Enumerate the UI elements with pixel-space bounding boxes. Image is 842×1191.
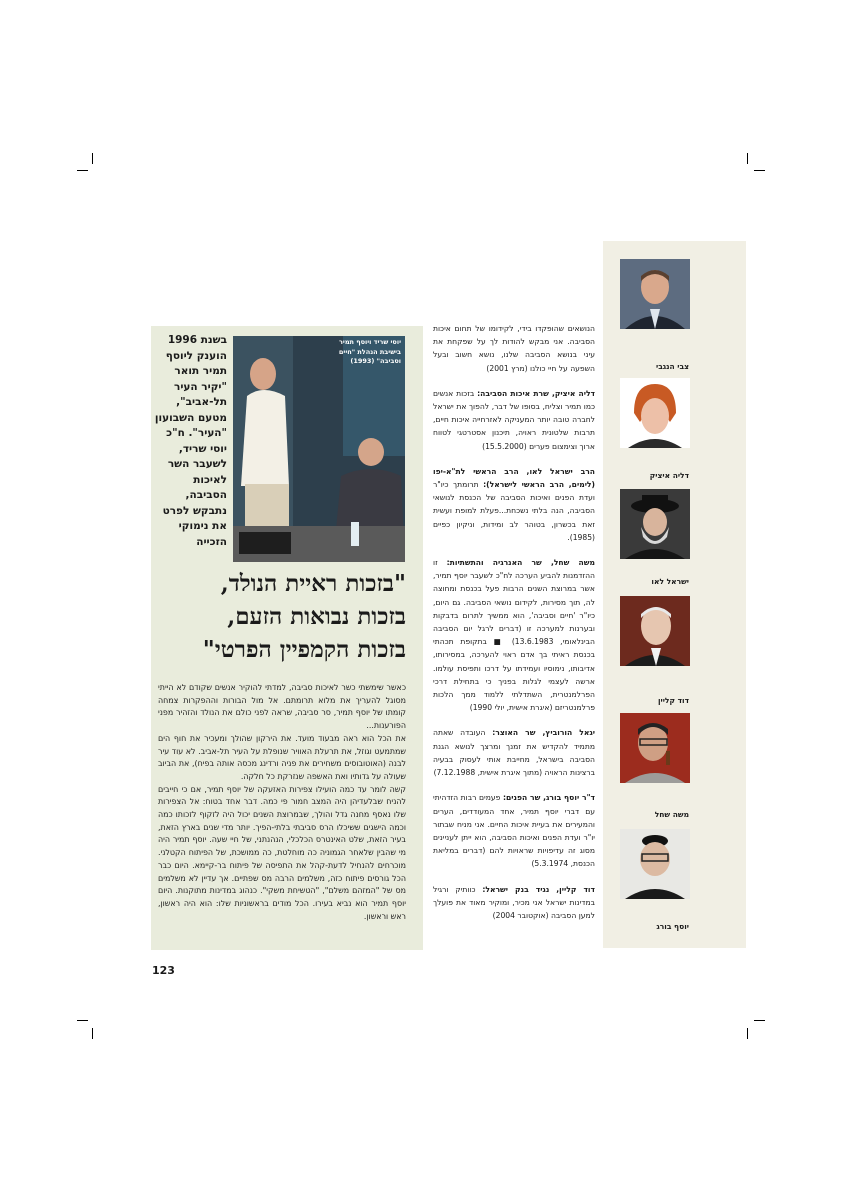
quote-paragraph bbox=[433, 322, 595, 375]
person-name: יוסף בורג bbox=[656, 922, 689, 931]
portrait-photo bbox=[620, 378, 690, 448]
crop-mark bbox=[77, 1020, 88, 1021]
person-name: דליה איציק bbox=[649, 471, 689, 480]
quote-text: תרומתך כיו"ר ועדת הפנים ואיכות הסביבה של הכנסת לנושאי הסביבה, הנה בלתי נשכחת...פעלת למופת ועשית זאת בכשרון, בטוהר לב ומידות, וניקיון כפיים (1985). bbox=[433, 480, 595, 542]
headline-line: "בזכות ראיית הנולד, bbox=[220, 570, 406, 597]
quote-speaker: דוד קליין, נגיד בנק ישראל: bbox=[482, 884, 595, 894]
crop-mark bbox=[92, 1028, 93, 1039]
person-name: דוד קליין bbox=[657, 696, 689, 705]
portrait-photo bbox=[620, 713, 690, 783]
page-number: 123 bbox=[152, 964, 175, 977]
quote-text: כוותיק ורגיל במדינות ישראל אני מכיר, ומוקיר מאוד את פועלך למען הסביבה (אוקטובר 2004) bbox=[433, 884, 595, 920]
quote-paragraph bbox=[433, 883, 595, 923]
quote-speaker: ד"ר יוסף בורג, שר הפנים: bbox=[502, 793, 595, 803]
body-paragraph: את הכל הוא ראה מבעוד מועד. את הירקון שהולך ומעכיר את חוף הים שמתמעט וגוזל, את תרעלת האוויר שנופלת על העיר תל-אביב. לא עוד עיר לבנה (האוטובוסים משחירים את פניה ורדינג מכסה אותה בפיח), את הביוב שעולה על גדותיו ואת האשפה שנזרקת כל חלקה. bbox=[158, 733, 406, 781]
quote-speaker: יגאל הורוביץ, שר האוצר: bbox=[492, 728, 595, 738]
portrait-photo bbox=[620, 259, 690, 329]
quote-text: הנושאים שהופקדו בידי, לקידומו של תחום איכות הסביבה. אני מבקש להודות לך על שפקחת את עיני בנושא הסביבה שלנו, נושא חשוב ובעל השפעה על חיי כולנו (מרץ 2001) bbox=[433, 324, 595, 373]
quote-speaker: משה שחל, שר האנרגיה והתשתיות: bbox=[446, 558, 595, 568]
quote-text: העובדה שאתה מתמיד להקדיש את זמנך ומרצך לנושא הגנת הסביבה בישראל, מחייבת אותי לעסוק בבעיה ברצינות הראויה (מתוך איגרת אישית, 7.12.1988) bbox=[433, 728, 595, 778]
body-paragraph: כאשר שימשתי כשר לאיכות סביבה, למדתי להוקיר אנשים שקודם לא הייתי מסוגל להעריך את מלוא תרומתם. אל מול הבורות וההפקרות צמחה קומתו של יוסף תמיר, סר סביבה, שראה לפני כולם את הנולד והזהיר מפני הפורענות... bbox=[158, 683, 406, 731]
quote-speaker: הרב ישראל לאו, הרב הראשי לת"א-יפו (לימים, הרב הראשי לישראל): bbox=[433, 466, 595, 490]
headline-line: בזכות נבואות הזעם, bbox=[227, 603, 406, 630]
person-name: ישראל לאו bbox=[651, 577, 689, 586]
crop-mark bbox=[754, 1020, 765, 1021]
portrait-photo bbox=[620, 829, 690, 899]
quote-text: זו ההזדמנות להביע הערכה לח"כ לשעבר יוסף תמיר, אשר במרוצת השנים הרבות פעל בכנסת ומחוצה לה, תוך מסירות, לקידום נושאי הסביבה. גם היום, כיו"ר 'חיים וסביבה', הוא ממשיך לתרום בדבקות ובערנות למערכה זו (דברים לרגל יום הסביבה הבינלאומי, 13.6.1983) ■ בתקופת תכהתי בכנסת ראיתי בך אדם ראוי להערכה, במסירותו, אדיבותו, נימוסיו ועמידתו על דרכו ותפיסת עולמו. ארשה לעצמי לגלות בפניך כי בתחילת דרכי הפרלמנטרית, השתדלתי ללמוד ממך הלכות פרלמנטריזם (איגרת אישית, יולי 1990) bbox=[433, 558, 595, 713]
crop-mark bbox=[77, 170, 88, 171]
crop-mark bbox=[747, 153, 748, 164]
crop-mark bbox=[747, 1028, 748, 1039]
article-body bbox=[158, 682, 406, 923]
person-name: משה שחל bbox=[654, 810, 689, 819]
photo-caption: יוסי שריד ויוסף תמיר בישיבת הנהלת "חיים וסביבה" (1993) bbox=[338, 338, 401, 365]
headline-line: בזכות הקמפיין הפרטי" bbox=[202, 636, 406, 663]
quote-paragraph bbox=[433, 726, 595, 779]
quote-paragraph bbox=[433, 465, 595, 544]
meeting-photo bbox=[233, 336, 405, 562]
quotes-column bbox=[433, 322, 595, 934]
quote-paragraph bbox=[433, 556, 595, 714]
body-paragraph: קשה לומר עד כמה הועילו צפירות האזעקה של יוסף תמיר, אם כי חייבים להניח שבלעדיהן היה המצב חמור פי כמה. דבר אחד בטוח: אל הצפירות שלו נאסף מחנה גדל והולך, שבמרוצת השנים יכול היה לזקוף לזכותו כמה וכמה הישגים ששיכלו הרס סביבתי בלתי-הפיך. יותר מדי שנים בארץ הזאת, בעיר הזאת, שלט האינטרס הכלכלי, הנהנתני, של חיי שעה. יוסף תמיר היה מי שהבין שלאחר הגמוניה כה מוחלטת, כה ממושכת, של הפיתוח הקטלני. מוכרחים להנחיל לדעת-קהל את התפיסה של פיתוח בר-קיימא. היום כבר הכל גורסים פיתוח כזה, משלמים הרבה מס שפתיים. אך עדיין לא משלמים מס של "המזהם משלם", "הטשיחת משקי". כנהוג במדינות מתוקנות. היום יוסף תמיר הוא נביא בעירו. הכל מודים בראשוניות שלו: הוא היה ראשון, ראש וראשון. bbox=[158, 784, 406, 921]
quote-text: בזכות אנשים כמו תמיר וצליח, בסופו של דבר, להפוך את ישראל לחברה טובה יותר המעניקה לאזרחייה איכות חיים, תרבות שלטונית ראויה, תיכנון אסטרטגי לטווח ארוך וצימצום פערים (15.5.2000) bbox=[433, 388, 595, 451]
person-name: צבי הנגבי bbox=[656, 362, 689, 371]
crop-mark bbox=[92, 153, 93, 164]
quote-paragraph bbox=[433, 791, 595, 870]
quote-speaker: דליה איציק, שרת איכות הסביבה: bbox=[477, 388, 596, 398]
sidebar-note: בשנת 1996 הוענק ליוסף תמיר תואר "יקיר העיר תל-אביב", מטעם השבועון "העיר". ח"כ יוסי שריד, לשעבר השר לאיכות הסביבה, נתבקש לפרט את נימוקי הזכייה bbox=[154, 334, 227, 548]
quote-paragraph bbox=[433, 387, 595, 453]
crop-mark bbox=[754, 170, 765, 171]
quote-text: פעמים רבות הזדהיתי עם דברי יוסף תמיר, אחד המעודדים, הערים והמעירים את בעיית איכות החיים. אני מניח שבתור יו"ר ועדת הפנים ואיכות הסביבה, הוא ייתן לעניינים מסוג זה עדיפויות שראויות להם (דברים במליאת הכנסת, 5.3.1974) bbox=[433, 793, 595, 869]
article-headline bbox=[158, 567, 406, 666]
portrait-photo bbox=[620, 489, 690, 559]
portrait-photo bbox=[620, 596, 690, 666]
